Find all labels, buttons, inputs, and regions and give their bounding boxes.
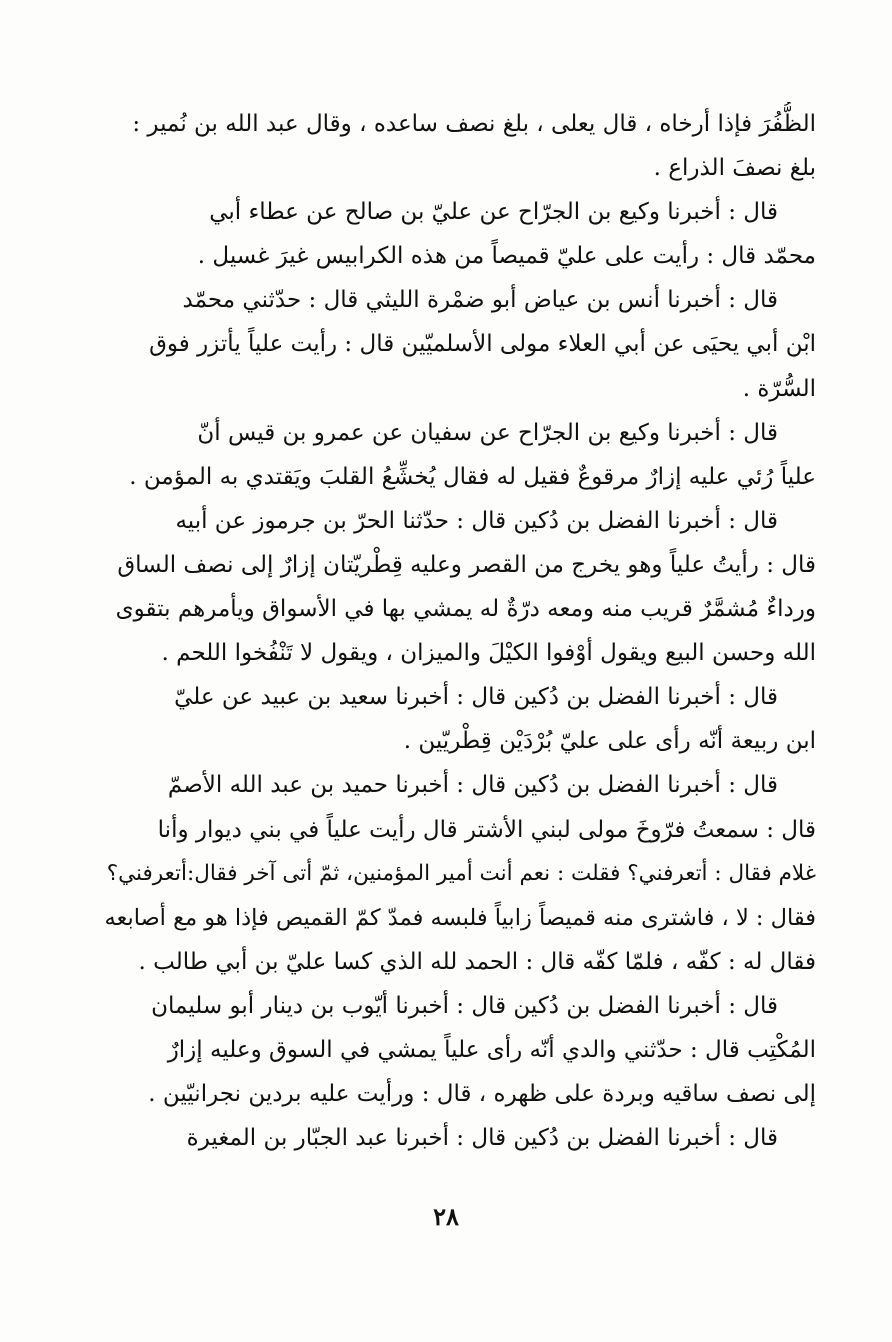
text-line: قال : أخبرنا الفضل بن دُكين قال : أخبرنا أيّوب بن دينار أبو سليمان xyxy=(151,992,778,1019)
text-line: قال : أخبرنا أنس بن عياض أبو ضمْرة الليثي قال : حدّثني محمّد xyxy=(182,287,778,314)
page-number: ٢٨ xyxy=(433,1202,459,1231)
text-line: ابْن أبي يحيَى عن أبي العلاء مولى الأسلميّين قال : رأيت علياً يأتزر فوق xyxy=(149,331,816,358)
text-line: قال : أخبرنا وكيع بن الجرّاح عن عليّ بن صالح عن عطاء أبي xyxy=(209,199,778,226)
text-line: فقال : لا ، فاشترى منه قميصاً زابياً فلبسه فمدّ كمّ القميص فإذا هو مع أصابعه xyxy=(104,904,816,931)
text-line: ورداءٌ مُشمَّرٌ قريب منه ومعه درّةٌ له يمشي بها في الأسواق ويأمرهم بتقوى xyxy=(115,596,816,623)
text-line: قال : رأيتُ علياً وهو يخرج من القصر وعليه قِطْريّتان إزارٌ إلى نصف الساق xyxy=(117,551,816,578)
text-line: غلام فقال : أتعرفني؟ فقلت : نعم أنت أمير المؤمنين، ثمّ أتى آخر فقال:أتعرفني؟ xyxy=(106,860,816,886)
text-line: قال : أخبرنا الفضل بن دُكين قال : أخبرنا سعيد بن عبيد عن عليّ xyxy=(174,684,778,711)
text-line: قال : أخبرنا وكيع بن الجرّاح عن سفيان عن عمرو بن قيس أنّ xyxy=(197,419,778,446)
text-line: قال : سمعتُ فرّوخَ مولى لبني الأشتر قال رأيت علياً في بني ديوار وأنا xyxy=(157,816,816,843)
text-line: الظُّفُرَ فإذا أرخاه ، قال يعلى ، بلغ نصف ساعده ، وقال عبد الله بن نُمير : xyxy=(132,111,816,137)
text-line: قال : أخبرنا الفضل بن دُكين قال : أخبرنا حميد بن عبد الله الأصمّ xyxy=(167,772,778,799)
text-line: الله وحسن البيع ويقول أوْفوا الكيْلَ والميزان ، ويقول لا تَنْفُخوا اللحم . xyxy=(161,640,816,667)
text-line: بلغ نصفَ الذراع . xyxy=(653,155,816,182)
text-line: قال : أخبرنا الفضل بن دُكين قال : حدّثنا الحرّ بن جرموز عن أبيه xyxy=(175,507,778,534)
text-line: علياً رُئي عليه إزارٌ مرقوعٌ فقيل له فقال يُخشِّعُ القلبَ ويَقتدي به المؤمن . xyxy=(129,463,816,490)
text-line: فقال له : كفّه ، فلمّا كفّه قال : الحمد لله الذي كسا عليّ بن أبي طالب . xyxy=(138,948,816,975)
text-line: إلى نصف ساقيه وبردة على ظهره ، قال : ورأيت عليه بردين نجرانيّين . xyxy=(148,1081,816,1108)
text-line: محمّد قال : رأيت على عليّ قميصاً من هذه الكرابيس غيرَ غسيل . xyxy=(197,243,816,270)
body-text xyxy=(104,102,816,1160)
text-line: قال : أخبرنا الفضل بن دُكين قال : أخبرنا عبد الجبّار بن المغيرة xyxy=(186,1125,778,1152)
text-line: ابن ربيعة أنّه رأى على عليّ بُرْدَيْن قِطْريّين . xyxy=(403,728,816,755)
text-line: السُّرّة . xyxy=(742,375,816,402)
text-line: المُكْتِب قال : حدّثني والدي أنّه رأى علياً يمشي في السوق وعليه إزارٌ xyxy=(167,1036,816,1063)
